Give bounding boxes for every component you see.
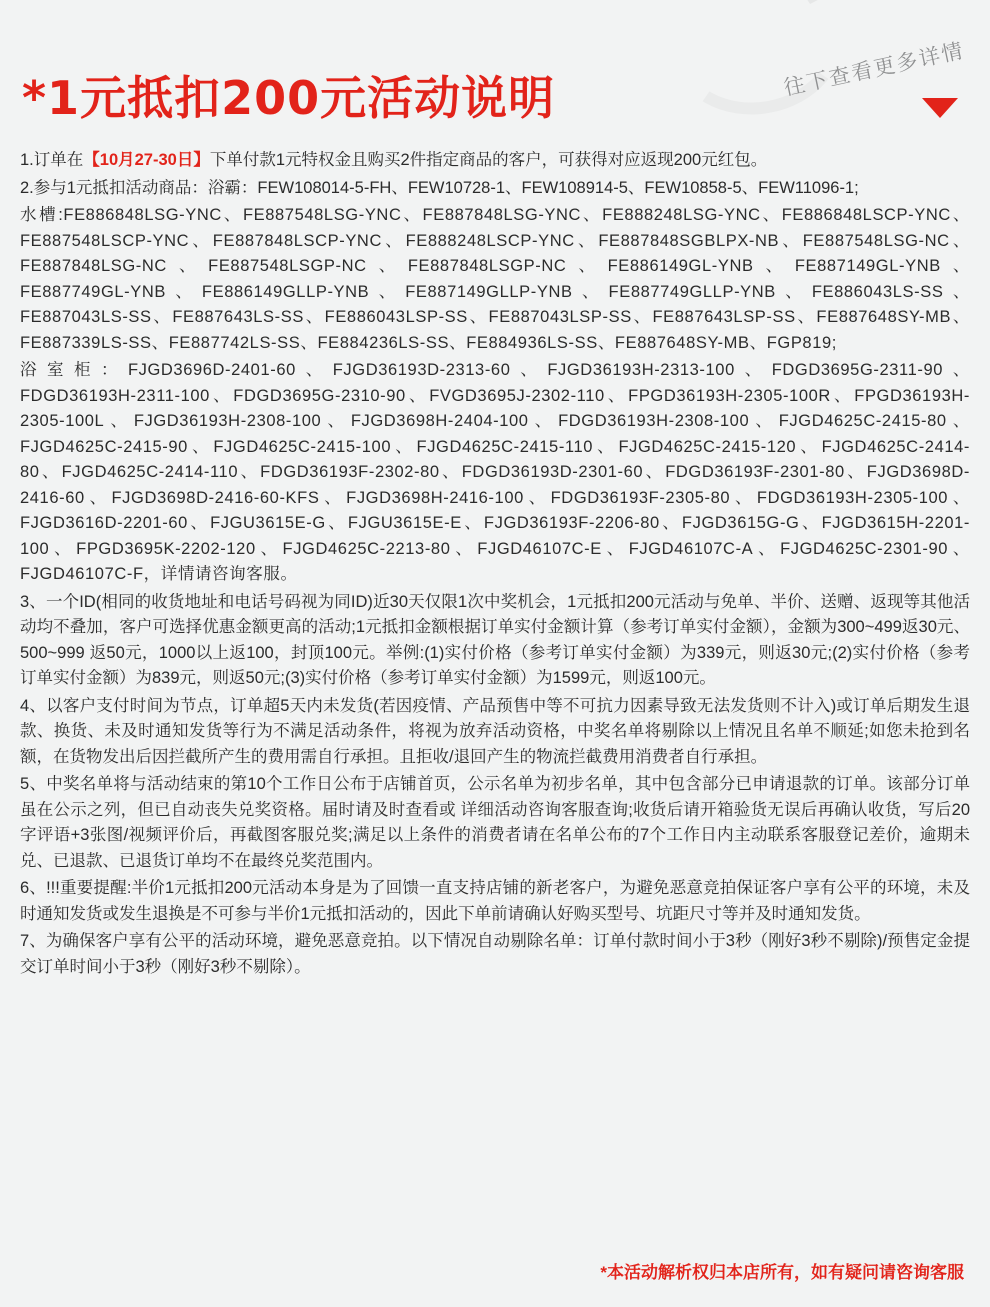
rule-6-text: 半价1元抵扣200元活动本身是为了回馈一直支持店铺的新老客户，为避免恶意竞拍保证客户享有公平的环境，未及时通知发货或发生退换是不可参与半价1元抵扣活动的，因此下单前请确认好购买型号、坑距尺寸等并及时通知发货。 — [20, 879, 970, 923]
footer-disclaimer: *本活动解析权归本店所有，如有疑问请咨询客服 — [600, 1263, 964, 1282]
rule-line-7: 7、为确保客户享有公平的活动环境，避免恶意竞拍。以下情况自动剔除名单：订单付款时间小于3秒（刚好3秒不剔除)/预售定金提交订单时间小于3秒（刚好3秒不剔除）。 — [20, 932, 970, 976]
sink-codes: FE886848LSG-YNC、FE887548LSG-YNC、FE887848LSG-YNC、FE888248LSG-YNC、FE886848LSCP-YNC、FE887548LSCP-YNC、FE887848LSCP-YNC、FE888248LSCP-YNC、FE887848SGBLPX-NB、FE887548LSG-NC、FE887848LSG-NC、FE887548LSGP-NC、FE887848LSGP-NC、FE886149GL-YNB、FE887149GL-YNB、FE887749GL-YNB、FE886149GLLP-YNB、FE887149GLLP-YNB、FE887749GLLP-YNB、FE886043LS-SS、FE887043LS-SS、FE887643LS-SS、FE886043LSP-SS、FE887043LSP-SS、FE887643LSP-SS、FE887648SY-MB、FE887339LS-SS、FE887742LS-SS、FE884236LS-SS、FE884936LS-SS、FE887648SY-MB、FGP819; — [20, 206, 970, 352]
scroll-hint-text: 往下查看更多详情 — [781, 39, 967, 100]
ribbon-arc-lower — [659, 0, 855, 120]
sink-label: 水槽: — [20, 206, 64, 224]
cabinet-label: 浴室柜： — [20, 361, 128, 379]
sink-products — [20, 203, 970, 356]
rules-content — [20, 148, 970, 982]
rule-line-3: 3、一个ID(相同的收货地址和电话号码视为同ID)近30天仅限1次中奖机会，1元抵扣200元活动与免单、半价、送赠、返现等其他活动均不叠加，客户可选择优惠金额更高的活动;1元抵扣金额根据订单实付金额计算（参考订单实付金额），金额为300~499返30元、500~999 返50元，1000以上返100，封顶100元。举例:(1)实付价格（参考订单实付金额）为339元，则返30元;(2)实付价格（参考订单实付金额）为839元，则返50元;(3)实付价格（参考订单实付金额）为1599元，则返100元。 — [20, 592, 970, 687]
rule-line-6 — [20, 876, 970, 927]
rule-6-prefix: 6、!!!重要提醒: — [20, 879, 132, 897]
cabinet-products — [20, 358, 970, 588]
rule-1-suffix: 下单付款1元特权金且购买2件指定商品的客户，可获得对应返现200元红包。 — [209, 151, 768, 169]
page-title: *1元抵扣200元活动说明 — [22, 71, 556, 125]
chevron-down-icon — [922, 98, 958, 118]
rule-line-5: 5、中奖名单将与活动结束的第10个工作日公布于店铺首页，公示名单为初步名单，其中包含部分已申请退款的订单。该部分订单虽在公示之列，但已自动丧失兑奖资格。届时请及时查看或 详细活动咨询客服查询;收货后请开箱验货无误后再确认收货，写后20字评语+3张图/视频评价后，再截图客服兑奖;满足以上条件的消费者请在名单公布的7个工作日内主动联系客服登记差价，逾期未兑、已退款、已退货订单均不在最终兑奖范围内。 — [20, 775, 970, 870]
rule-line-4: 4、以客户支付时间为节点，订单超5天内未发货(若因疫情、产品预售中等不可抗力因素导致无法发货则不计入)或订单后期发生退款、换货、未及时通知发货等行为不满足活动条件，将视为放弃活动资格，中奖名单将剔除以上情况且名单不顺延;如您未抢到名额，在货物发出后因拦截所产生的费用需自行承担。且拒收/退回产生的物流拦截费用消费者自行承担。 — [20, 696, 970, 766]
cabinet-codes: FJGD3696D-2401-60、FJGD36193D-2313-60、FJGD36193H-2313-100、FDGD3695G-2311-90、FDGD36193H-2311-100、FDGD3695G-2310-90、FVGD3695J-2302-110、FPGD36193H-2305-100R、FPGD36193H-2305-100L、FJGD36193H-2308-100、FJGD3698H-2404-100、FDGD36193H-2308-100、FJGD4625C-2415-80、FJGD4625C-2415-90、FJGD4625C-2415-100、FJGD4625C-2415-110、FJGD4625C-2415-120、FJGD4625C-2414-80、FJGD4625C-2414-110、FDGD36193F-2302-80、FDGD36193D-2301-60、FDGD36193F-2301-80、FJGD3698D-2416-60、FJGD3698D-2416-60-KFS、FJGD3698H-2416-100、FDGD36193F-2305-80、FDGD36193H-2305-100、FJGD3616D-2201-60、FJGU3615E-G、FJGU3615E-E、FJGD36193F-2206-80、FJGD3615G-G、FJGD3615H-2201-100、FPGD3695K-2202-120、FJGD4625C-2213-80、FJGD46107C-E、FJGD46107C-A、FJGD4625C-2301-90、FJGD46107C-F，详情请咨询客服。 — [20, 361, 970, 583]
rule-line-2: 2.参与1元抵扣活动商品：浴霸：FEW108014-5-FH、FEW10728-1、FEW108914-5、FEW10858-5、FEW11096-1; — [20, 178, 859, 197]
rule-line-1 — [20, 148, 970, 174]
rule-1-date: 【10月27-30日】 — [83, 151, 210, 169]
rule-1-prefix: 1.订单在 — [20, 151, 84, 169]
